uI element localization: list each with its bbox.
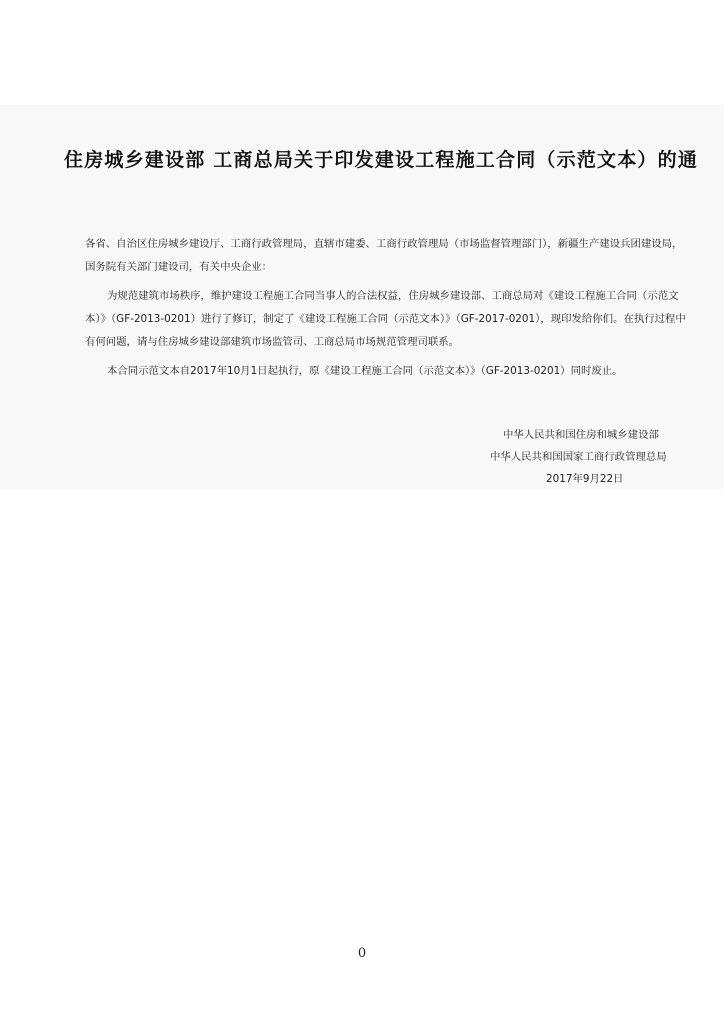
signature-date: 2017年9月22日 — [546, 473, 624, 485]
paragraph-line: 本合同示范文本自2017年10月1日起执行，原《建设工程施工合同（示范文本）》（GF-2013-0201）同时废止。 — [107, 365, 623, 377]
paragraph-line: 有何问题，请与住房城乡建设部建筑市场监管司、工商总局市场规范管理司联系。 — [85, 336, 460, 348]
paragraph-effective-date — [85, 360, 724, 383]
paragraph-line: 本）》（GF-2013-0201）进行了修订，制定了《建设工程施工合同（示范文本）》（GF-2017-0201），现印发给你们。在执行过程中 — [85, 313, 686, 325]
signature-administration-industry-commerce: 中华人民共和国国家工商行政管理总局 — [490, 451, 667, 463]
paragraph-line: 为规范建筑市场秩序，维护建设工程施工合同当事人的合法权益，住房城乡建设部、工商总局对《建设工程施工合同（示范文 — [107, 290, 679, 302]
addressee-line: 国务院有关部门建设司，有关中央企业： — [85, 261, 273, 273]
addressee-block — [85, 233, 724, 279]
document-title: 住房城乡建设部 工商总局关于印发建设工程施工合同（示范文本）的通 — [64, 149, 699, 171]
paragraph-revision-notice — [85, 285, 724, 354]
page-number: 0 — [357, 946, 367, 961]
signature-ministry-housing: 中华人民共和国住房和城乡建设部 — [503, 429, 659, 441]
addressee-line: 各省、自治区住房城乡建设厅、工商行政管理局，直辖市建委、工商行政管理局（市场监督管理部门），新疆生产建设兵团建设局， — [85, 238, 683, 250]
